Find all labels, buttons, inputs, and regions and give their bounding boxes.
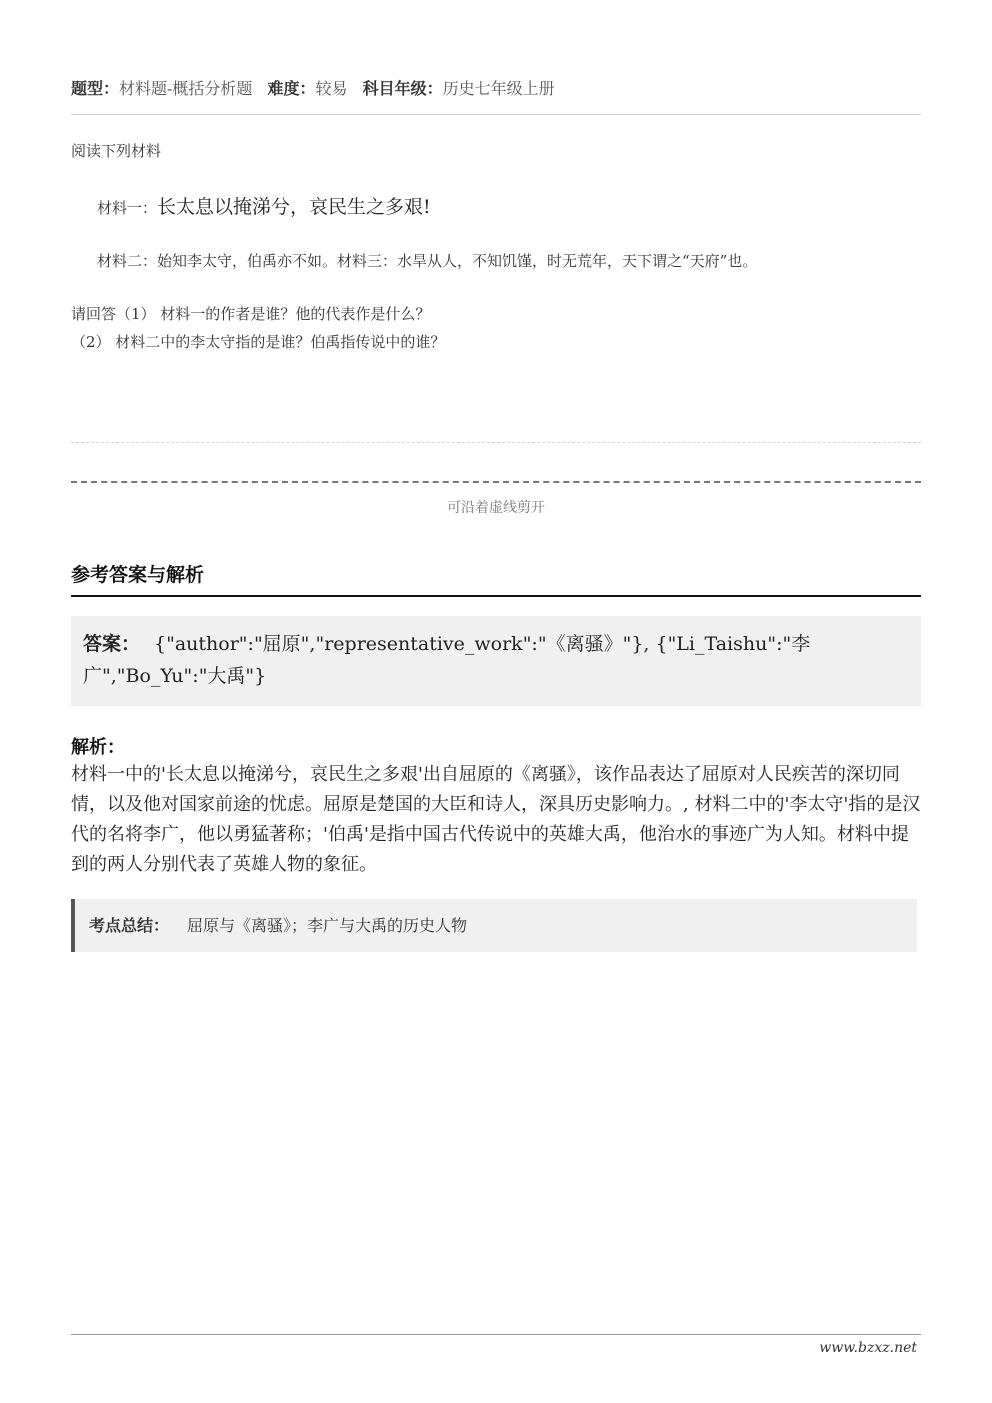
cut-line bbox=[71, 481, 921, 483]
question-intro: 阅读下列材料 bbox=[71, 142, 162, 160]
material-one-prefix: 材料一： bbox=[97, 199, 158, 217]
material-two-three: 材料二：始知李太守，伯禹亦不如。材料三：水旱从人，不知饥馑，时无荒年，天下谓之“天府”也。 bbox=[97, 252, 758, 270]
analysis-label: 解析： bbox=[71, 737, 125, 758]
question-part-1: 请回答（1） 材料一的作者是谁？他的代表作是什么？ bbox=[71, 305, 431, 323]
summary-label: 考点总结： bbox=[89, 916, 170, 935]
difficulty-value: 较易 bbox=[315, 79, 348, 98]
footer-divider bbox=[71, 1334, 921, 1335]
answer-label: 答案： bbox=[83, 633, 141, 655]
difficulty-label: 难度： bbox=[267, 79, 316, 98]
answer-box bbox=[71, 616, 921, 706]
summary-text: 屈原与《离骚》；李广与大禹的历史人物 bbox=[187, 916, 468, 935]
analysis-text: 材料一中的'长太息以掩涕兮，哀民生之多艰'出自屈原的《离骚》，该作品表达了屈原对人民疾苦的深切同情，以及他对国家前途的忧虑。屈原是楚国的大臣和诗人，深具历史影响力。, 材料二中的'李太守'指的是汉代的名将李广，他以勇猛著称；'伯禹'是指中国古代传说中的英雄大禹，他治水的事迹广为人知。材料中提到的两人分别代表了英雄人物的象征。 bbox=[71, 764, 921, 875]
type-value: 材料题-概括分析题 bbox=[119, 79, 253, 98]
material-one-text: 长太息以掩涕兮，哀民生之多艰! bbox=[157, 196, 431, 218]
material-one bbox=[97, 192, 431, 219]
cut-hint: 可沿着虚线剪开 bbox=[447, 500, 545, 516]
answer-space-divider bbox=[71, 442, 921, 443]
subject-value: 历史七年级上册 bbox=[442, 79, 555, 98]
answer-text: {"author":"屈原","representative_work":"《离骚》"}, {"Li_Taishu":"李广","Bo_Yu":"大禹"} bbox=[83, 633, 811, 687]
answer-section-title: 参考答案与解析 bbox=[71, 560, 921, 597]
subject-label: 科目年级： bbox=[362, 79, 443, 98]
type-label: 题型： bbox=[71, 79, 120, 98]
footer-url: www.bzxz.net bbox=[819, 1340, 917, 1356]
key-point-summary bbox=[71, 899, 917, 952]
question-meta-bar bbox=[71, 76, 921, 115]
question-part-2: （2） 材料二中的李太守指的是谁？伯禹指传说中的谁？ bbox=[71, 333, 446, 351]
